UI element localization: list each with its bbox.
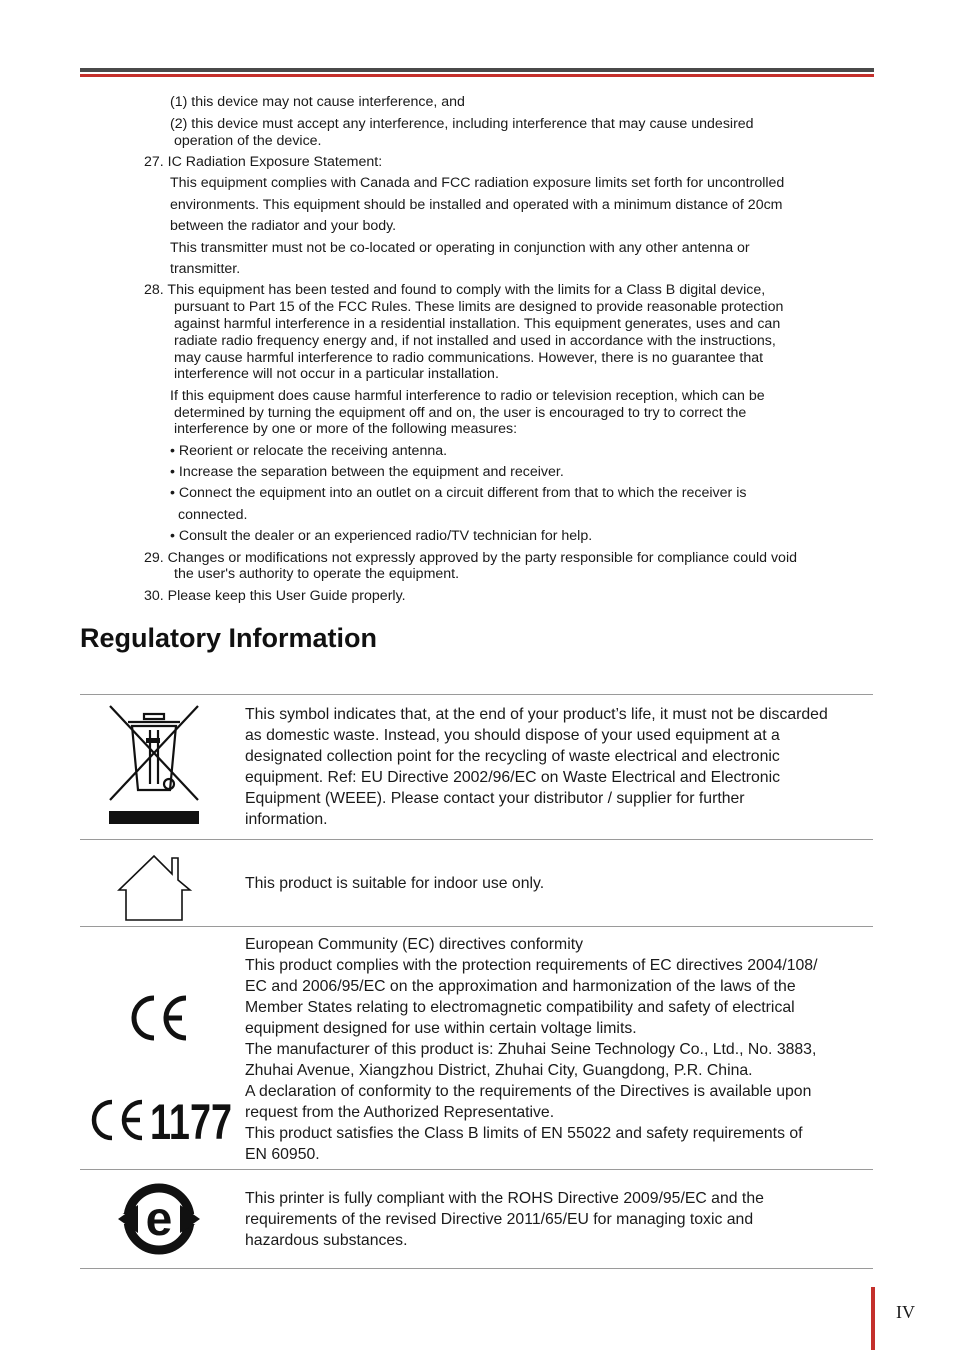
page-number: IV bbox=[896, 1302, 915, 1322]
rohs-text: This printer is fully compliant with the ROHS Directive 2009/95/EC and the requirements of the revised Directive 2011/65/EU for managing toxic and hazardous substances. bbox=[245, 1190, 764, 1249]
table-rule bbox=[80, 1268, 873, 1269]
page-marker-bar bbox=[871, 1287, 875, 1350]
list-line: If this equipment does cause harmful interference to radio or television reception, which can be bbox=[170, 388, 765, 404]
table-rule bbox=[80, 694, 873, 695]
list-line: This transmitter must not be co-located or operating in conjunction with any other antenna or bbox=[170, 240, 750, 256]
list-line: radiate radio frequency energy and, if not installed and used in accordance with the instructions, bbox=[174, 333, 776, 349]
section-heading: Regulatory Information bbox=[80, 623, 378, 653]
list-line: operation of the device. bbox=[174, 133, 322, 149]
list-line: • Consult the dealer or an experienced radio/TV technician for help. bbox=[170, 528, 593, 544]
list-line: may cause harmful interference to radio communications. However, there is no guarantee that bbox=[174, 350, 764, 366]
table-rule bbox=[80, 1169, 873, 1170]
list-line: 27. IC Radiation Exposure Statement: bbox=[144, 154, 383, 170]
ce-text: European Community (EC) directives conformity This product complies with the protection requirements of EC directives 2004/108/ EC and 2006/95/EC on the approximation and harmonization of the laws of the Member States relating to electromagnetic compatibility and safety of electrical equipment designed for use within certain voltage limits. The manufacturer of this product is: Zhuhai Seine Technology Co., Ltd., No. 3883, Zhuhai Avenue, Xiangzhou District, Zhuhai City, Guangdong, P.R. China. A declaration of conformity to the requirements of the Directives is available upon request from the Authorized Representative. This product satisfies the Class B limits of EN 55022 and safety requirements of EN 60950. bbox=[245, 936, 818, 1163]
header-rule bbox=[80, 68, 874, 78]
list-line: • Connect the equipment into an outlet on a circuit different from that to which the receiver is bbox=[170, 485, 747, 501]
list-line: interference will not occur in a particular installation. bbox=[174, 366, 499, 382]
list-line: against harmful interference in a residential installation. This equipment generates, uses and can bbox=[174, 316, 781, 332]
svg-text:e: e bbox=[145, 1193, 173, 1246]
list-line: interference by one or more of the following measures: bbox=[174, 421, 518, 437]
list-line: transmitter. bbox=[170, 261, 241, 277]
list-line: (1) this device may not cause interference, and bbox=[170, 94, 465, 110]
list-line: environments. This equipment should be installed and operated with a minimum distance of 20cm bbox=[170, 197, 783, 213]
list-line: pursuant to Part 15 of the FCC Rules. These limits are designed to provide reasonable protection bbox=[174, 299, 784, 315]
list-line: the user's authority to operate the equipment. bbox=[174, 566, 460, 582]
list-line: connected. bbox=[178, 507, 248, 523]
house-icon bbox=[116, 854, 194, 927]
weee-text: This symbol indicates that, at the end of your product’s life, it must not be discarded as domestic waste. Instead, you should dispose of your used equipment at a designated collection point for the recycling of waste electrical and electronic equipment. Ref: EU Directive 2002/96/EC on Waste Electrical and Electronic Equipment (WEEE). Please contact your distributor / supplier for further information. bbox=[245, 706, 828, 828]
list-line: This equipment complies with Canada and FCC radiation exposure limits set forth for uncontrolled bbox=[170, 175, 785, 191]
table-rule bbox=[80, 839, 873, 840]
list-line: • Reorient or relocate the receiving antenna. bbox=[170, 443, 448, 459]
ce-number: 1177 bbox=[150, 1094, 232, 1150]
indoor-text: This product is suitable for indoor use only. bbox=[245, 875, 545, 892]
list-line: (2) this device must accept any interference, including interference that may cause undesired bbox=[170, 116, 754, 132]
ce-1177-icon bbox=[90, 1094, 234, 1150]
rohs-recycle-icon bbox=[114, 1178, 204, 1265]
list-line: determined by turning the equipment off and on, the user is encouraged to try to correct the bbox=[174, 405, 747, 421]
table-rule bbox=[80, 926, 873, 927]
list-line: 28. This equipment has been tested and found to comply with the limits for a Class B digital device, bbox=[144, 282, 766, 298]
list-line: 29. Changes or modifications not expressly approved by the party responsible for compliance could void bbox=[144, 550, 797, 566]
weee-bin-icon bbox=[106, 704, 202, 831]
list-line: between the radiator and your body. bbox=[170, 218, 397, 234]
ce-mark-icon bbox=[126, 994, 190, 1047]
list-line: 30. Please keep this User Guide properly. bbox=[144, 588, 406, 604]
list-line: • Increase the separation between the equipment and receiver. bbox=[170, 464, 564, 480]
